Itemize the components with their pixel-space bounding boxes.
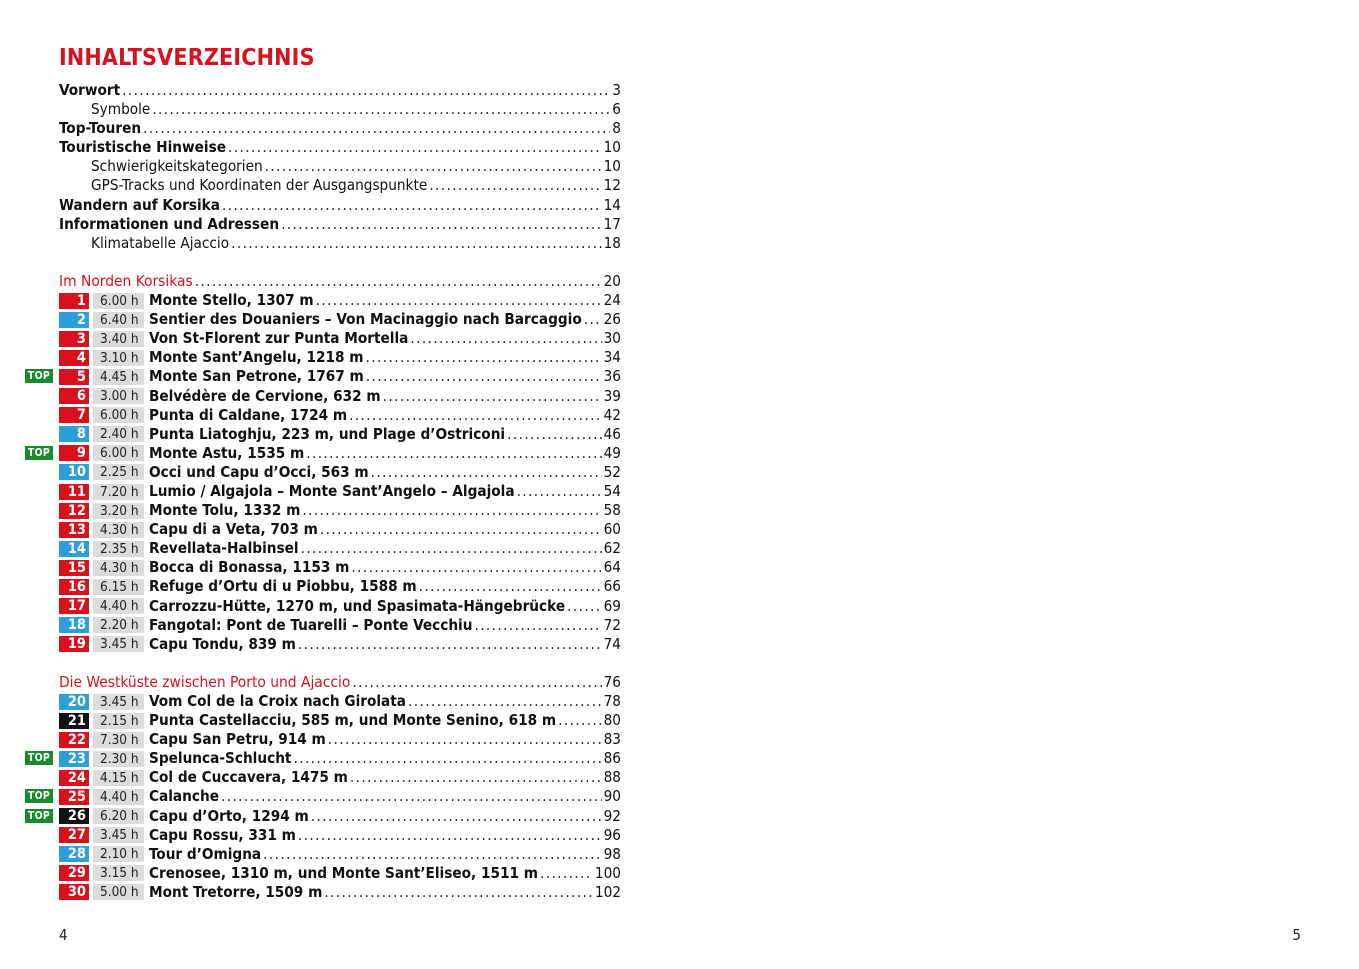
entry-line	[59, 539, 621, 558]
tour-entry-19[interactable]	[59, 635, 621, 654]
page-reference: 6	[612, 100, 621, 119]
dot-leader	[316, 291, 602, 310]
page-reference: 86	[603, 749, 621, 768]
page-reference: 83	[603, 730, 621, 749]
dot-leader	[298, 826, 602, 845]
top-tour-badge: TOP	[25, 751, 53, 765]
tour-duration: 2.20 h	[93, 617, 144, 633]
entry-line	[59, 864, 621, 883]
tour-number-badge: 27	[59, 827, 89, 843]
page-reference: 18	[603, 233, 621, 252]
entry-line	[59, 329, 621, 348]
dot-leader	[301, 539, 602, 558]
tour-entry-9[interactable]	[27, 443, 621, 463]
entry-line	[59, 597, 621, 616]
dot-leader	[324, 883, 593, 902]
dot-leader	[263, 845, 601, 864]
tour-title: Fangotal: Pont de Tuarelli – Ponte Vecchiu	[149, 615, 473, 634]
tour-entry-21[interactable]	[59, 711, 621, 730]
entry-line	[59, 730, 621, 749]
toc-subentry[interactable]	[59, 234, 621, 253]
tour-title: Monte Sant’Angelu, 1218 m	[149, 348, 364, 367]
tour-number-badge: 12	[59, 503, 89, 519]
tour-entry-29[interactable]	[59, 864, 621, 883]
tour-number-badge: 19	[59, 636, 89, 652]
page-reference: 10	[603, 157, 621, 176]
spacer	[59, 253, 621, 272]
tour-duration: 2.40 h	[93, 426, 144, 442]
tour-entry-23[interactable]	[27, 749, 621, 768]
page-reference: 54	[603, 481, 621, 500]
tour-number-badge: 30	[59, 884, 89, 900]
entry-line	[59, 883, 621, 902]
tour-entry-12[interactable]	[59, 501, 621, 520]
tour-entry-6[interactable]	[59, 387, 621, 406]
page-reference: 80	[603, 711, 621, 730]
entry-title: Touristische Hinweise	[59, 138, 226, 157]
dot-leader	[351, 558, 601, 577]
dot-leader	[517, 482, 602, 501]
tour-title: Punta Castellacciu, 585 m, und Monte Senino, 618 m	[149, 711, 557, 730]
toc-title: INHALTSVERZEICHNIS	[59, 45, 315, 71]
entry-line	[59, 215, 621, 234]
page-reference: 64	[603, 558, 621, 577]
entry-line	[59, 711, 621, 730]
entry-line	[59, 807, 621, 826]
tour-duration: 7.30 h	[93, 732, 144, 748]
toc-entry[interactable]	[59, 81, 621, 100]
tour-entry-30[interactable]	[59, 883, 621, 902]
entry-line	[59, 157, 621, 176]
page-reference: 92	[603, 806, 621, 825]
page-number-right: 5	[1292, 926, 1301, 944]
page-reference: 3	[612, 81, 621, 99]
tour-duration: 2.25 h	[93, 464, 144, 480]
tour-entry-14[interactable]	[59, 539, 621, 558]
page-reference: 78	[603, 692, 621, 710]
entry-line	[59, 291, 621, 310]
page-reference: 88	[603, 768, 621, 787]
tour-number-badge: 28	[59, 846, 89, 862]
tour-number-badge: 8	[59, 426, 89, 442]
entry-title: Informationen und Adressen	[59, 214, 280, 233]
tour-duration: 3.45 h	[93, 694, 144, 710]
entry-title: Klimatabelle Ajaccio	[91, 233, 230, 252]
top-tour-badge: TOP	[25, 369, 53, 383]
toc-entry[interactable]	[59, 119, 621, 138]
tour-duration: 4.30 h	[93, 560, 144, 576]
tour-title: Capu San Petru, 914 m	[149, 730, 326, 749]
tour-number-badge: 17	[59, 598, 89, 614]
page-reference: 46	[603, 424, 621, 443]
dot-leader	[320, 520, 602, 539]
tour-entry-25[interactable]	[27, 787, 621, 806]
tour-title: Col de Cuccavera, 1475 m	[149, 768, 348, 787]
tour-title: Lumio / Algajola – Monte Sant’Angelo – Algajola	[149, 481, 515, 500]
page-reference: 30	[603, 329, 621, 348]
entry-line	[59, 81, 621, 100]
tour-title: Monte San Petrone, 1767 m	[149, 367, 364, 386]
page-reference: 98	[603, 844, 621, 863]
tour-duration: 5.00 h	[93, 884, 144, 900]
tour-number-badge: 26	[59, 808, 89, 824]
tour-number-badge: 22	[59, 732, 89, 748]
right-page	[680, 0, 1359, 969]
tour-entry-17[interactable]	[59, 597, 621, 616]
dot-leader	[221, 787, 602, 806]
page-reference: 66	[603, 577, 621, 596]
entry-line	[59, 501, 621, 520]
dot-leader	[281, 215, 602, 234]
tour-title: Spelunca-Schlucht	[149, 749, 292, 768]
entry-line	[59, 768, 621, 787]
entry-line	[59, 348, 621, 367]
entry-title: Top-Touren	[59, 119, 142, 138]
page-reference: 36	[603, 367, 621, 386]
tour-number-badge: 16	[59, 579, 89, 595]
dot-leader	[408, 692, 602, 711]
tour-title: Monte Astu, 1535 m	[149, 443, 305, 462]
tour-duration: 2.10 h	[93, 846, 144, 862]
tour-entry-27[interactable]	[59, 826, 621, 845]
tour-number-badge: 25	[59, 789, 89, 805]
tour-duration: 3.20 h	[93, 503, 144, 519]
dot-leader	[410, 329, 601, 348]
page-reference: 49	[603, 443, 621, 462]
tour-entry-4[interactable]	[59, 348, 621, 367]
entry-title: Symbole	[91, 100, 151, 119]
dot-leader	[228, 138, 602, 157]
tour-entry-3[interactable]	[59, 329, 621, 348]
dot-leader	[311, 807, 602, 826]
entry-line	[59, 692, 621, 711]
tour-entry-10[interactable]	[59, 463, 621, 482]
tour-entry-18[interactable]	[59, 616, 621, 635]
entry-title: Die Westküste zwischen Porto und Ajaccio	[59, 672, 351, 691]
tour-entry-15[interactable]	[59, 558, 621, 577]
dot-leader	[366, 367, 602, 386]
dot-leader	[558, 711, 602, 730]
entry-line	[59, 387, 621, 406]
spacer	[59, 654, 621, 673]
tour-entry-13[interactable]	[59, 520, 621, 539]
toc-left-column	[27, 44, 621, 902]
entry-title: Im Norden Korsikas	[59, 271, 193, 290]
entry-line	[59, 234, 621, 253]
tour-title: Occi und Capu d’Occi, 563 m	[149, 462, 369, 481]
dot-leader	[306, 444, 601, 463]
tour-title: Capu d’Orto, 1294 m	[149, 806, 309, 825]
tour-duration: 6.00 h	[93, 407, 144, 423]
tour-entry-20[interactable]	[59, 692, 621, 711]
tour-title: Monte Tolu, 1332 m	[149, 501, 301, 520]
tour-title: Crenosee, 1310 m, und Monte Sant’Eliseo, 1511 m	[149, 863, 538, 882]
entry-line	[59, 272, 621, 291]
toc-entry[interactable]	[59, 215, 621, 234]
entry-line	[59, 845, 621, 864]
entry-line	[59, 196, 621, 215]
tour-entry-1[interactable]	[59, 291, 621, 310]
tour-entry-5[interactable]	[27, 367, 621, 386]
tour-number-badge: 1	[59, 293, 89, 309]
entry-line	[59, 100, 621, 119]
tour-number-badge: 3	[59, 331, 89, 347]
page-reference: 72	[603, 615, 621, 634]
entry-line	[59, 616, 621, 635]
dot-leader	[567, 597, 602, 616]
page-reference: 17	[603, 214, 621, 233]
dot-leader	[371, 463, 602, 482]
tour-title: Revellata-Halbinsel	[149, 539, 299, 558]
tour-number-badge: 23	[59, 751, 89, 767]
tour-duration: 6.15 h	[93, 579, 144, 595]
page-reference: 10	[603, 138, 621, 157]
tour-duration: 4.40 h	[93, 789, 144, 805]
tour-title: Refuge d’Ortu di u Piobbu, 1588 m	[149, 577, 417, 596]
tour-duration: 3.00 h	[93, 388, 144, 404]
dot-leader	[298, 635, 602, 654]
tour-title: Calanche	[149, 787, 219, 806]
entry-title: Wandern auf Korsika	[59, 195, 220, 214]
tour-title: Monte Stello, 1307 m	[149, 291, 314, 310]
tour-title: Mont Tretorre, 1509 m	[149, 882, 323, 901]
dot-leader	[383, 387, 602, 406]
tour-duration: 6.00 h	[93, 445, 144, 461]
dot-leader	[293, 749, 601, 768]
page-reference: 60	[603, 520, 621, 539]
page-reference: 42	[603, 405, 621, 424]
page-reference: 102	[594, 882, 621, 901]
tour-number-badge: 2	[59, 312, 89, 328]
dot-leader	[143, 119, 610, 138]
tour-number-badge: 21	[59, 713, 89, 729]
page-reference: 24	[603, 291, 621, 310]
tour-title: Von St-Florent zur Punta Mortella	[149, 329, 409, 348]
entry-line	[59, 367, 621, 386]
page-reference: 52	[603, 462, 621, 481]
tour-duration: 4.30 h	[93, 522, 144, 538]
tour-entry-28[interactable]	[59, 845, 621, 864]
tour-number-badge: 20	[59, 694, 89, 710]
page-reference: 76	[603, 672, 621, 691]
entry-line	[59, 463, 621, 482]
page-reference: 58	[603, 501, 621, 520]
page-reference: 26	[603, 310, 621, 329]
tour-duration: 7.20 h	[93, 484, 144, 500]
dot-leader	[122, 81, 610, 100]
tour-title: Belvédère de Cervione, 632 m	[149, 386, 381, 405]
page-reference: 14	[603, 195, 621, 214]
tour-title: Sentier des Douaniers – Von Macinaggio nach Barcaggio	[149, 310, 582, 329]
dot-leader	[419, 577, 602, 596]
entry-line	[59, 749, 621, 768]
entry-line	[59, 577, 621, 596]
tour-duration: 2.30 h	[93, 751, 144, 767]
page-reference: 62	[603, 539, 621, 558]
dot-leader	[474, 616, 601, 635]
tour-title: Capu Tondu, 839 m	[149, 634, 296, 653]
tour-number-badge: 18	[59, 617, 89, 633]
dot-leader	[222, 196, 602, 215]
tour-entry-8[interactable]	[59, 425, 621, 444]
dot-leader	[352, 673, 601, 692]
tour-entry-26[interactable]	[27, 806, 621, 826]
toc-entry[interactable]	[59, 138, 621, 157]
page-reference: 69	[603, 596, 621, 615]
toc-subentry[interactable]	[59, 176, 621, 195]
entry-line	[59, 119, 621, 138]
entry-title: Vorwort	[59, 81, 121, 99]
entry-line	[59, 482, 621, 501]
tour-duration: 6.00 h	[93, 293, 144, 309]
toc-list-left	[27, 81, 621, 902]
dot-leader	[231, 234, 602, 253]
page-reference: 20	[603, 271, 621, 290]
dot-leader	[195, 272, 602, 291]
entry-line	[59, 673, 621, 692]
section-heading[interactable]	[59, 673, 621, 692]
entry-line	[59, 176, 621, 195]
tour-number-badge: 10	[59, 464, 89, 480]
dot-leader	[328, 730, 602, 749]
tour-number-badge: 14	[59, 541, 89, 557]
dot-leader	[429, 176, 601, 195]
tour-duration: 3.45 h	[93, 636, 144, 652]
tour-duration: 3.40 h	[93, 331, 144, 347]
tour-entry-16[interactable]	[59, 577, 621, 596]
tour-entry-22[interactable]	[59, 730, 621, 749]
top-tour-badge: TOP	[25, 446, 53, 460]
tour-duration: 6.40 h	[93, 312, 144, 328]
entry-line	[59, 444, 621, 463]
tour-title: Capu Rossu, 331 m	[149, 825, 296, 844]
dot-leader	[265, 157, 602, 176]
tour-title: Bocca di Bonassa, 1153 m	[149, 558, 350, 577]
page-reference: 39	[603, 386, 621, 405]
entry-line	[59, 635, 621, 654]
top-tour-badge: TOP	[25, 789, 53, 803]
tour-number-badge: 15	[59, 560, 89, 576]
page-reference: 100	[594, 863, 621, 882]
top-tour-badge: TOP	[25, 809, 53, 823]
tour-number-badge: 4	[59, 350, 89, 366]
entry-line	[59, 558, 621, 577]
tour-number-badge: 6	[59, 388, 89, 404]
dot-leader	[349, 406, 602, 425]
tour-duration: 2.35 h	[93, 541, 144, 557]
dot-leader	[302, 501, 601, 520]
page-reference: 96	[603, 825, 621, 844]
tour-title: Vom Col de la Croix nach Girolata	[149, 692, 407, 710]
tour-title: Punta Liatoghju, 223 m, und Plage d’Ostriconi	[149, 424, 506, 443]
entry-title: GPS-Tracks und Koordinaten der Ausgangspunkte	[91, 176, 428, 195]
tour-number-badge: 7	[59, 407, 89, 423]
page-number-left: 4	[59, 926, 68, 944]
tour-entry-11[interactable]	[59, 482, 621, 501]
entry-line	[59, 787, 621, 806]
tour-duration: 4.15 h	[93, 770, 144, 786]
dot-leader	[152, 100, 610, 119]
tour-title: Capu di a Veta, 703 m	[149, 520, 318, 539]
tour-entry-2[interactable]	[59, 310, 621, 329]
tour-number-badge: 11	[59, 484, 89, 500]
dot-leader	[350, 768, 602, 787]
page-reference: 12	[603, 176, 621, 195]
tour-number-badge: 13	[59, 522, 89, 538]
entry-line	[59, 826, 621, 845]
entry-line	[59, 310, 621, 329]
tour-duration: 3.45 h	[93, 827, 144, 843]
page-reference: 8	[612, 119, 621, 138]
tour-duration: 4.40 h	[93, 598, 144, 614]
tour-entry-24[interactable]	[59, 768, 621, 787]
page-reference: 74	[603, 634, 621, 653]
toc-subentry[interactable]	[59, 100, 621, 119]
tour-number-badge: 29	[59, 865, 89, 881]
page-reference: 34	[603, 348, 621, 367]
tour-title: Carrozzu-Hütte, 1270 m, und Spasimata-Hängebrücke	[149, 596, 566, 615]
tour-duration: 2.15 h	[93, 713, 144, 729]
toc-subentry[interactable]	[59, 157, 621, 176]
entry-title: Schwierigkeitskategorien	[91, 157, 263, 176]
tour-duration: 6.20 h	[93, 808, 144, 824]
dot-leader	[507, 425, 602, 444]
section-heading[interactable]	[59, 272, 621, 291]
dot-leader	[366, 348, 602, 367]
tour-duration: 4.45 h	[93, 369, 144, 385]
tour-duration: 3.10 h	[93, 350, 144, 366]
dot-leader	[584, 310, 602, 329]
page-reference: 90	[603, 787, 621, 806]
toc-entry[interactable]	[59, 196, 621, 215]
tour-title: Punta di Caldane, 1724 m	[149, 405, 348, 424]
tour-duration: 3.15 h	[93, 865, 144, 881]
tour-entry-7[interactable]	[59, 406, 621, 425]
tour-number-badge: 9	[59, 445, 89, 461]
entry-line	[59, 520, 621, 539]
tour-number-badge: 5	[59, 369, 89, 385]
tour-number-badge: 24	[59, 770, 89, 786]
entry-line	[59, 425, 621, 444]
entry-line	[59, 406, 621, 425]
dot-leader	[540, 864, 593, 883]
tour-title: Tour d’Omigna	[149, 844, 262, 863]
entry-line	[59, 138, 621, 157]
